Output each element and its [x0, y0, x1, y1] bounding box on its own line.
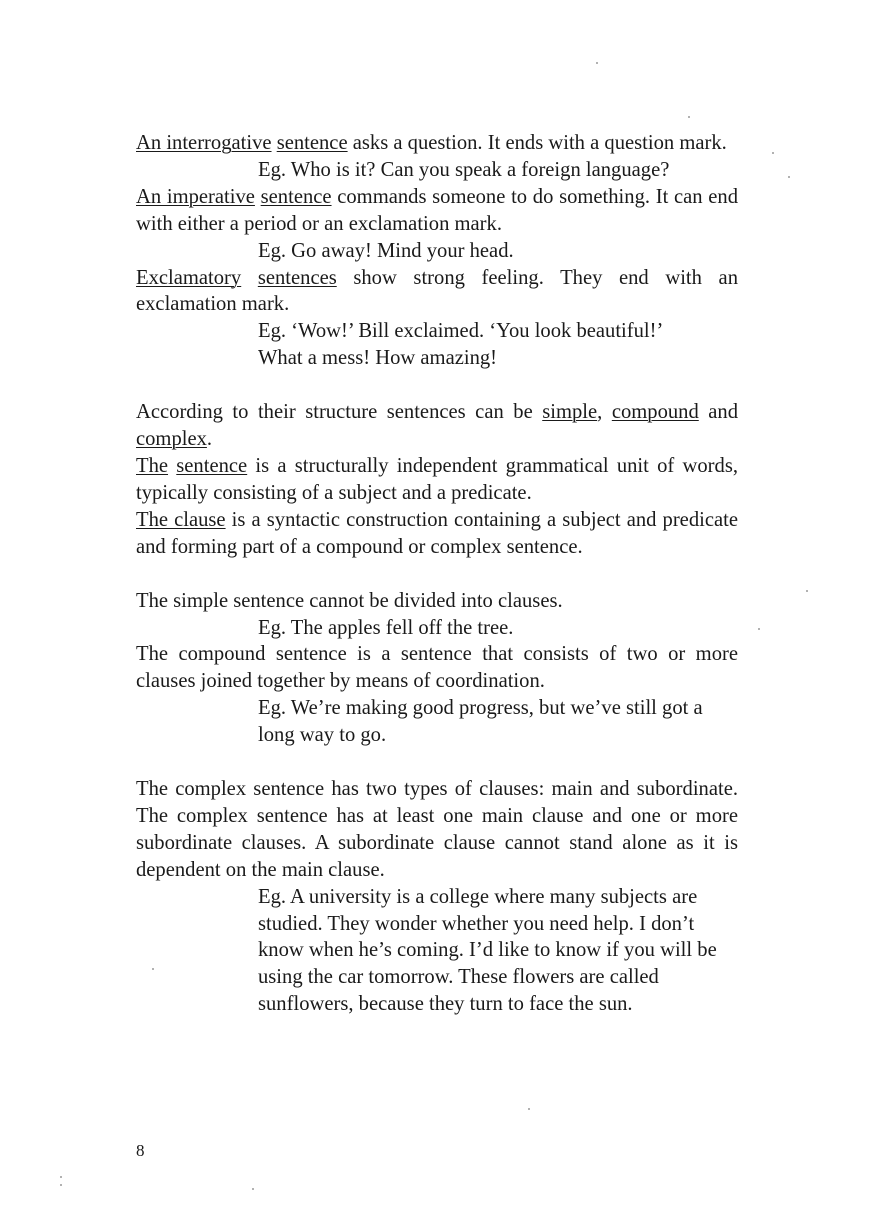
complex-sentence-example: Eg. A university is a college where many subjects are studied. They wonder whether you need help. I don’t know when he’s coming. I’d like to know if you will be using the car tomorrow. These flowers are called sunflowers, because they turn to face the sun.	[258, 885, 717, 1016]
clause-definition-text: is a syntactic construction containing a subject and predicate and forming part of a compound or complex sentence.	[136, 508, 738, 558]
term-compound: compound	[611, 401, 699, 424]
imperative-text: commands someone to do something. It can end with either a period or an exclamation mark.	[136, 185, 739, 235]
simple-sentence-definition: The simple sentence cannot be divided into clauses.	[136, 589, 563, 612]
imperative-example: Eg. Go away! Mind your head.	[258, 239, 514, 262]
term-simple: simple	[542, 401, 598, 424]
scan-speck	[772, 152, 774, 154]
compound-sentence-definition: The compound sentence is a sentence that consists of two or more clauses joined together by means of coordination.	[136, 643, 738, 693]
page-body	[136, 130, 738, 1018]
clause-definition	[136, 507, 738, 561]
simple-sentence-example: Eg. The apples fell off the tree.	[258, 616, 514, 639]
spacer	[136, 561, 738, 588]
scan-speck	[596, 62, 598, 64]
term-sentences: sentences	[257, 266, 337, 289]
structure-intro	[136, 399, 738, 453]
term-interrogative: An interrogative	[136, 132, 272, 154]
comma: ,	[597, 401, 612, 424]
scan-speck	[788, 176, 790, 178]
period: .	[206, 428, 213, 451]
scan-speck	[60, 1176, 62, 1178]
term-exclamatory: Exclamatory	[136, 266, 242, 289]
scan-speck	[528, 1108, 530, 1110]
sentence-definition-text: is a structurally independent grammatical unit of words, typically consisting of a subject and a predicate.	[136, 454, 738, 504]
term-sentence: sentence	[260, 185, 332, 208]
term-the-clause: The clause	[136, 508, 226, 531]
sentence-definition	[136, 453, 738, 507]
page-number: 8	[136, 1141, 145, 1160]
term-sentence: sentence	[176, 454, 248, 477]
interrogative-text: asks a question. It ends with a question mark.	[347, 132, 727, 154]
scan-speck	[60, 1184, 62, 1186]
exclamatory-example-line2: What a mess! How amazing!	[258, 347, 498, 370]
term-imperative: An imperative	[136, 185, 255, 208]
exclamatory-text: show strong feeling. They end with an exclamation mark.	[136, 266, 738, 316]
scan-speck	[152, 968, 154, 970]
and-text: and	[698, 401, 739, 424]
structure-intro-text: According to their structure sentences can be	[136, 401, 543, 424]
spacer	[136, 749, 738, 776]
interrogative-definition	[136, 130, 738, 157]
interrogative-example: Eg. Who is it? Can you speak a foreign language?	[258, 158, 670, 181]
scan-speck	[252, 1188, 254, 1190]
term-complex: complex	[136, 428, 207, 451]
exclamatory-example-line1: Eg. ‘Wow!’ Bill exclaimed. ‘You look beautiful!’	[258, 320, 664, 343]
term-the: The	[136, 454, 169, 477]
spacer	[136, 372, 738, 399]
scan-speck	[688, 116, 690, 118]
compound-sentence-example: Eg. We’re making good progress, but we’ve still got a long way to go.	[258, 697, 703, 747]
exclamatory-definition	[136, 265, 738, 319]
scan-speck	[758, 628, 760, 630]
scan-speck	[806, 590, 808, 592]
complex-sentence-definition: The complex sentence has two types of clauses: main and subordinate. The complex sentence has at least one main clause and one or more subordinate clauses. A subordinate clause cannot stand alone as it is dependent on the main clause.	[136, 778, 738, 881]
imperative-definition	[136, 184, 738, 238]
term-sentence: sentence	[276, 132, 348, 154]
